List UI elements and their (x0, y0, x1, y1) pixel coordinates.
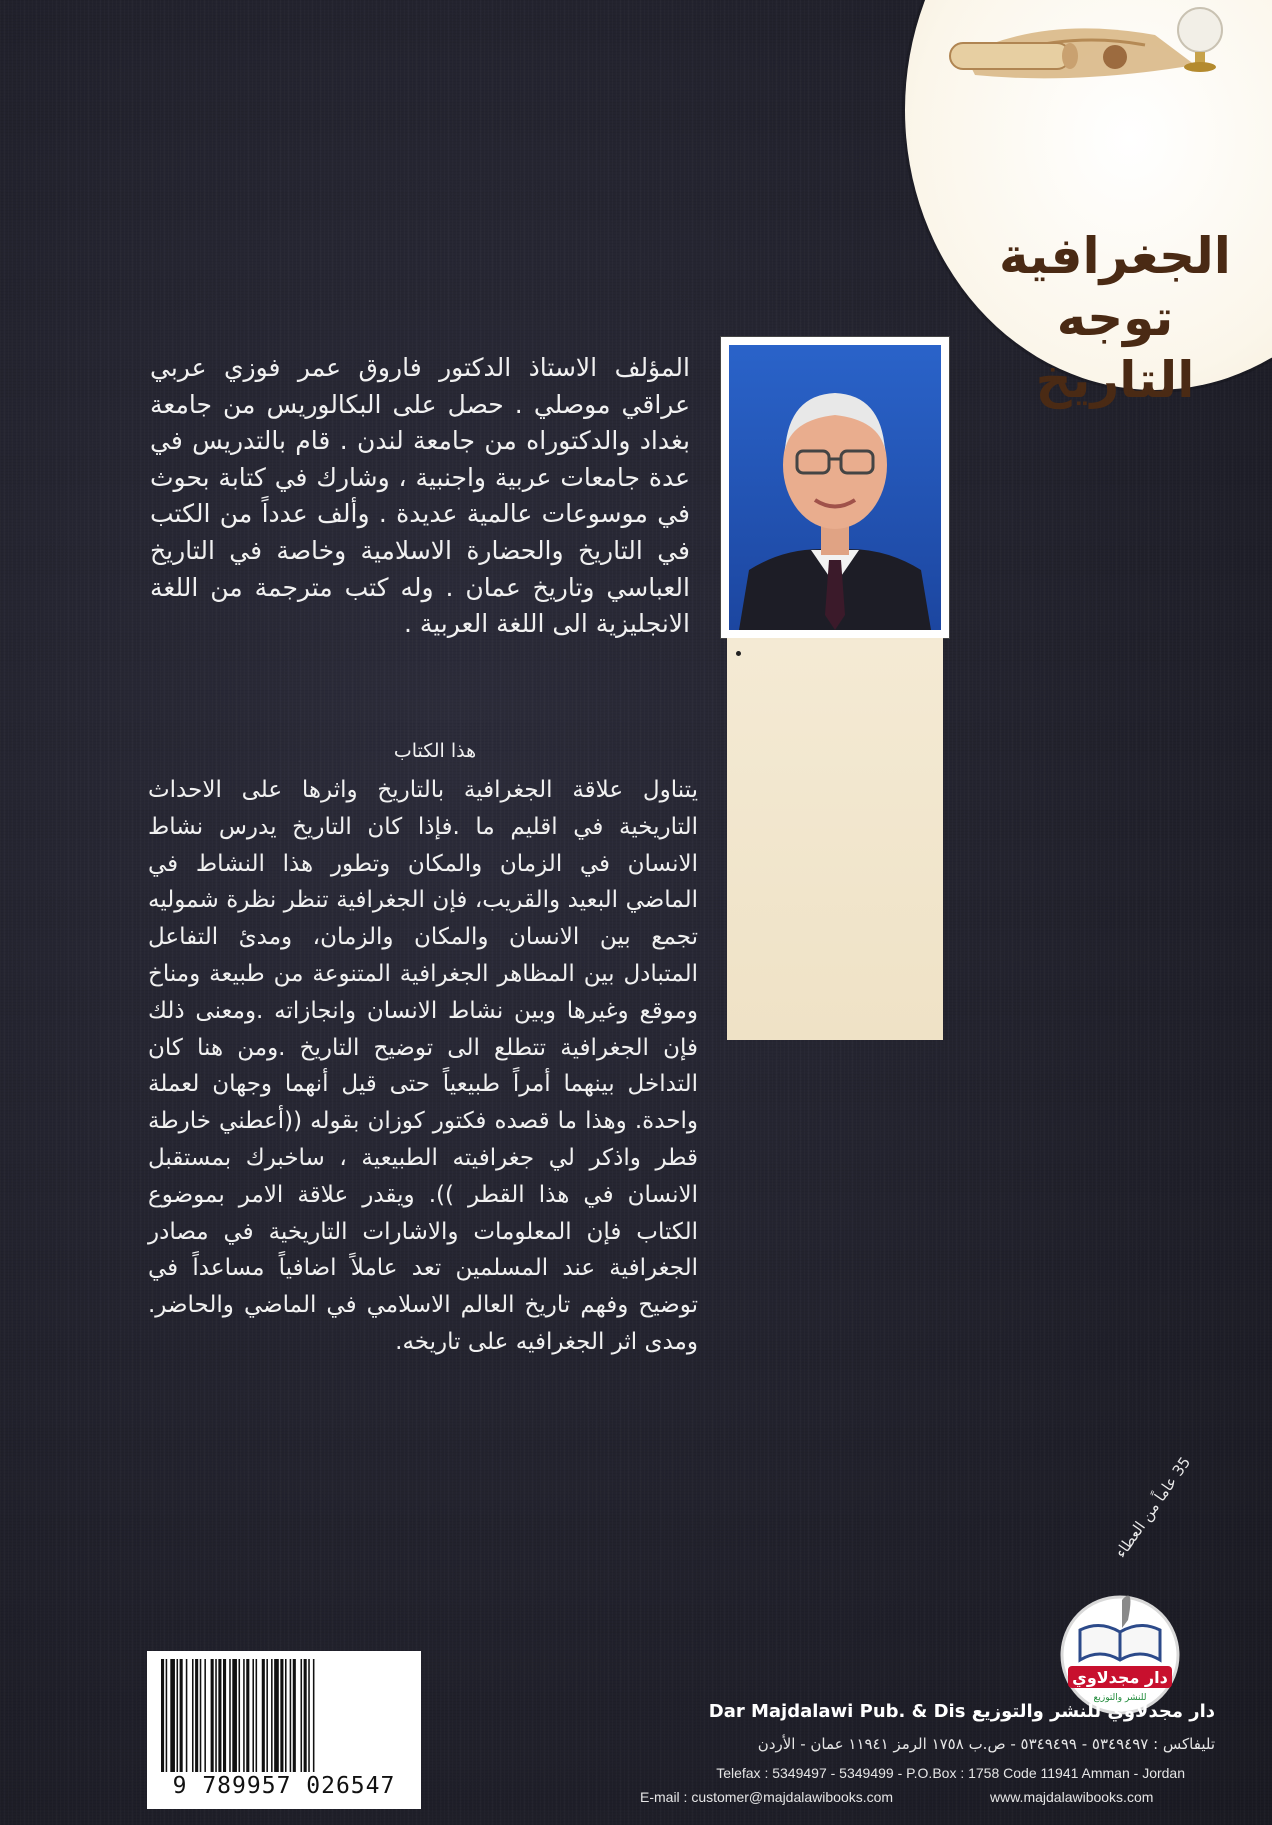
logo-name: دار مجدلاوي (1072, 1668, 1168, 1687)
author-photo (729, 345, 941, 630)
barcode-bar (161, 1659, 164, 1772)
barcode-bar (218, 1659, 221, 1772)
isbn-number: 9 789957 026547 (172, 1773, 396, 1799)
book-title (985, 225, 1245, 411)
barcode-bar (186, 1659, 188, 1772)
barcode-bar (262, 1659, 265, 1772)
barcode-bar (170, 1659, 175, 1772)
barcode-bars (159, 1659, 409, 1772)
barcode-bar (271, 1659, 273, 1772)
logo-subtitle: للنشر والتوزيع (1093, 1693, 1147, 1703)
publisher-website: www.majdalawibooks.com (990, 1789, 1154, 1805)
barcode-bar (223, 1659, 226, 1772)
barcode-bar (266, 1659, 268, 1772)
title-line-2: توجه التاريخ (1035, 289, 1195, 409)
barcode-bar (304, 1659, 307, 1772)
barcode-bar (243, 1659, 245, 1772)
barcode-bar (274, 1659, 279, 1772)
barcode-bar (239, 1659, 241, 1772)
barcode-bar (177, 1659, 179, 1772)
barcode-bar (204, 1659, 206, 1772)
barcode-bar (229, 1659, 231, 1772)
barcode-bar (180, 1659, 183, 1772)
publisher-logo (1040, 1560, 1200, 1720)
decorative-strip (727, 638, 943, 1040)
publisher-email: E-mail : customer@majdalawibooks.com (640, 1789, 894, 1805)
book-description: يتناول علاقة الجغرافية بالتاريخ واثرها على الاحداث التاريخية في اقليم ما .فإذا كان التاريخ يدرس نشاط الانسان في الزمان والمكان وتطور هذا النشاط في الماضي البعيد والقريب، فإن الجغرافية تنظر نظرة شموليه تجمع بين الانسان والمكان والزمان، ومدئ التفاعل المتبادل بين المظاهر الجغرافية المتنوعة من طبيعة ومناخ وموقع وغيرها وبين نشاط الانسان وانجازاته .ومعنى ذلك فإن الجغرافية تتطلع الى توضيح التاريخ .ومن هنا كان التداخل بينهما أمراً طبيعياً حتى قيل أنهما وجهان لعملة واحدة. وهذا ما قصده فكتور كوزان بقوله ((أعطني خارطة قطر واذكر لي جغرافيته الطبيعية ، ساخبرك بمستقبل الانسان في هذا القطر )). ويقدر علاقة الامر بموضوع الكتاب فإن المعلومات والاشارات التاريخية في مصادر الجغرافية عند المسلمين تعد عاملاً اضافياً مساعداً في توضيح وفهم تاريخ العالم الاسلامي في الماضي والحاضر. ومدى اثر الجغرافيه على تاريخه. (148, 777, 698, 1355)
barcode-bar (252, 1659, 254, 1772)
logo-anniversary-text: 35 عاماً من العطاء (1111, 1453, 1195, 1562)
barcode-bar (256, 1659, 258, 1772)
barcode-bar (313, 1659, 315, 1772)
barcode-bar (232, 1659, 237, 1772)
publisher-name: Dar Majdalawi Pub. & Dis دار مجدلاوي للنشر والتوزيع (708, 1701, 1215, 1722)
barcode-bar (195, 1659, 198, 1772)
barcode-bar (280, 1659, 283, 1772)
barcode-bar (211, 1659, 214, 1772)
author-photo-frame (721, 337, 949, 638)
barcode-bar (215, 1659, 217, 1772)
about-book-heading: هذا الكتاب (393, 740, 477, 762)
barcode-bar (192, 1659, 194, 1772)
publisher-arabic-contact: تليفاكس : ٥٣٤٩٤٩٧ - ٥٣٤٩٤٩٩ - ص.ب ١٧٥٨ الرمز ١١٩٤١ عمان - الأردن (757, 1735, 1215, 1753)
decorative-dot (736, 651, 741, 656)
barcode-bar (290, 1659, 292, 1772)
barcode-bar (166, 1659, 168, 1772)
title-line-1: الجغرافية (999, 227, 1231, 285)
isbn-barcode (147, 1651, 421, 1809)
author-bio: المؤلف الاستاذ الدكتور فاروق عمر فوزي عربي عراقي موصلي . حصل على البكالوريس من جامعة بغداد والدكتوراه من جامعة لندن . قام بالتدريس في عدة جامعات عربية واجنبية ، وشارك في كتابة بحوث في موسوعات عالمية عديدة . وألف عدداً من الكتب في التاريخ والحضارة الاسلامية وخاصة في التاريخ العباسي وتاريخ عمان . وله كتب مترجمة من اللغة الانجليزية الى اللغة العربية . (150, 353, 690, 639)
map-scroll-globe-illustration (925, 5, 1255, 80)
barcode-bar (308, 1659, 310, 1772)
barcode-bar (301, 1659, 303, 1772)
barcode-bar (246, 1659, 249, 1772)
barcode-bar (293, 1659, 296, 1772)
publisher-telefax: Telefax : 5349497 - 5349499 - P.O.Box : 1758 Code 11941 Amman - Jordan (716, 1765, 1185, 1781)
barcode-bar (285, 1659, 287, 1772)
barcode-bar (200, 1659, 202, 1772)
